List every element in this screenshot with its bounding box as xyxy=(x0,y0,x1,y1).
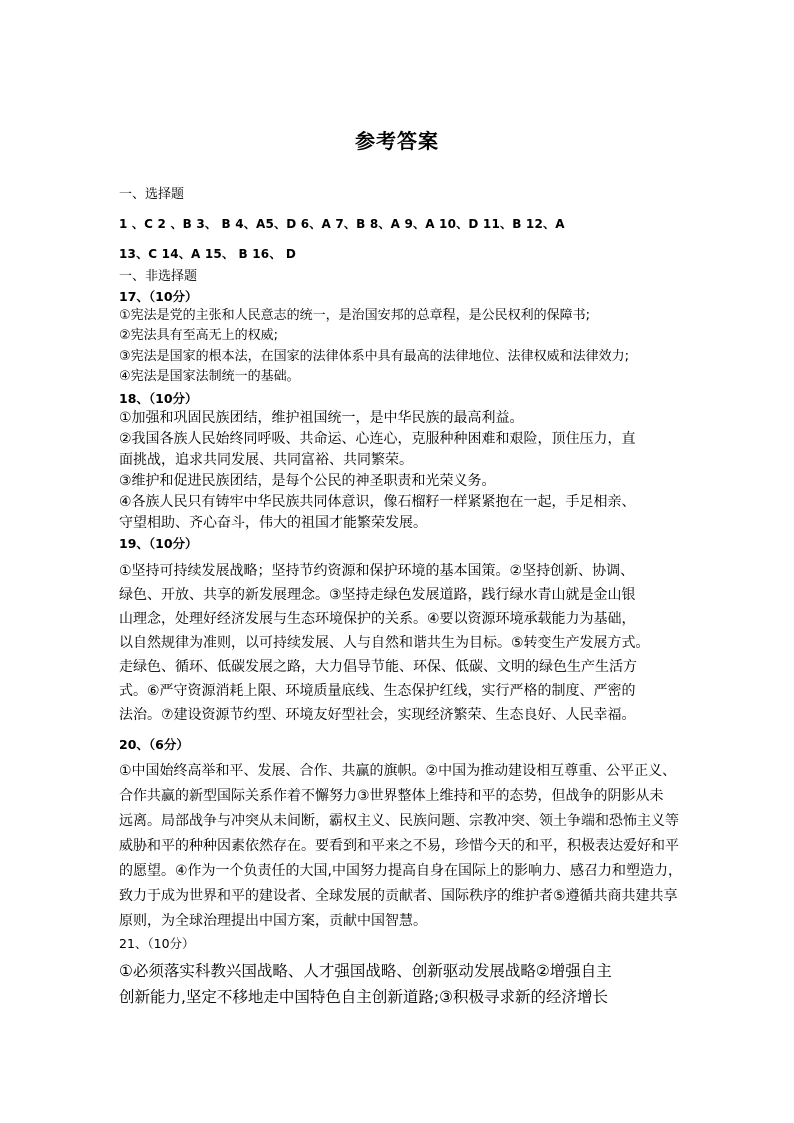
choice-section-heading: 一、选择题 xyxy=(119,187,185,202)
q18-line: ③维护和促进民族团结，是每个公民的神圣职责和光荣义务。 xyxy=(119,473,496,489)
q19-line: 以自然规律为准则，以可持续发展、人与自然和谐共生为目标。⑤转变生产发展方式。 xyxy=(119,635,650,651)
q17-line: ②宪法具有至高无上的权威; xyxy=(119,328,279,343)
q17-line: ④宪法是国家法制统一的基础。 xyxy=(119,369,300,384)
q20-line: 的愿望。④作为一个负责任的大国,中国努力提高自身在国际上的影响力、感召力和塑造力， xyxy=(119,863,682,879)
q20-line: ①中国始终高举和平、发展、合作、共赢的旗帜。②中国为推动建设相互尊重、公平正义、 xyxy=(119,763,677,779)
choice-answers-row-2: 13、C 14、A 15、 B 16、 D xyxy=(119,247,297,261)
q19-line: 式。⑥严守资源消耗上限、环境质量底线、生态保护红线，实行严格的制度、严密的 xyxy=(119,683,636,699)
q17-label: 17、（10分） xyxy=(119,289,198,304)
q20-line: 致力于成为世界和平的建设者、全球发展的贡献者、国际秩序的维护者⑤遵循共商共建共享 xyxy=(119,888,678,904)
q17-line: ③宪法是国家的根本法，在国家的法律体系中具有最高的法律地位、法律权威和法律效力; xyxy=(119,349,630,364)
q20-line: 远离。局部战争与冲突从未间断，霸权主义、民族问题、宗教冲突、领土争端和恐怖主义等 xyxy=(119,813,679,829)
q21-line: ①必须落实科教兴国战略、人才强国战略、创新驱动发展战略②增强自主 xyxy=(119,962,612,980)
q18-line: 守望相助、齐心奋斗，伟大的祖国才能繁荣发展。 xyxy=(119,515,427,531)
q19-line: ①坚持可持续发展战略；坚持节约资源和保护环境的基本国策。②坚持创新、协调、 xyxy=(119,563,635,579)
q18-label: 18、（10分） xyxy=(119,391,198,406)
q19-label: 19、（10分） xyxy=(119,536,198,551)
q21-label: 21、（10分） xyxy=(119,936,195,951)
q19-line: 绿色、开放、共享的新发展理念。③坚持走绿色发展道路，践行绿水青山就是金山银 xyxy=(119,587,636,603)
q18-line: 面挑战，追求共同发展、共同富裕、共同繁荣。 xyxy=(119,452,413,468)
q20-line: 合作共赢的新型国际关系作着不懈努力③世界整体上维持和平的态势，但战争的阴影从未 xyxy=(119,788,664,804)
q19-line: 走绿色、循环、低碳发展之路，大力倡导节能、环保、低碳、文明的绿色生产生活方 xyxy=(119,659,637,675)
nonchoice-section-heading: 一、非选择题 xyxy=(119,269,198,284)
q18-line: ④各族人民只有铸牢中华民族共同体意识，像石榴籽一样紧紧抱在一起，手足相亲、 xyxy=(119,494,636,510)
q20-line: 威胁和平的种种因素依然存在。要看到和平来之不易，珍惜今天的和平，积极表达爱好和平 xyxy=(119,838,679,854)
q20-line: 原则，为全球治理提出中国方案，贡献中国智慧。 xyxy=(119,913,427,929)
q20-label: 20、（6分） xyxy=(119,737,189,752)
q19-line: 法治。⑦建设资源节约型、环境友好型社会，实现经济繁荣、生态良好、人民幸福。 xyxy=(119,707,636,723)
q18-line: ①加强和巩固民族团结，维护祖国统一，是中华民族的最高利益。 xyxy=(119,410,524,426)
q17-line: ①宪法是党的主张和人民意志的统一，是治国安邦的总章程，是公民权利的保障书; xyxy=(119,308,591,323)
q21-line: 创新能力,坚定不移地走中国特色自主创新道路;③积极寻求新的经济增长 xyxy=(119,988,609,1006)
page-title: 参考答案 xyxy=(355,129,439,153)
q18-line: ②我国各族人民始终同呼吸、共命运、心连心，克服种种困难和艰险，顶住压力，直 xyxy=(119,431,636,447)
choice-answers-row-1: 1 、C 2 、B 3、 B 4、A5、D 6、A 7、B 8、A 9、A 10、D 11、B 12、A xyxy=(119,217,565,231)
q19-line: 山理念，处理好经济发展与生态环境保护的关系。④要以资源环境承载能力为基础， xyxy=(119,611,636,627)
